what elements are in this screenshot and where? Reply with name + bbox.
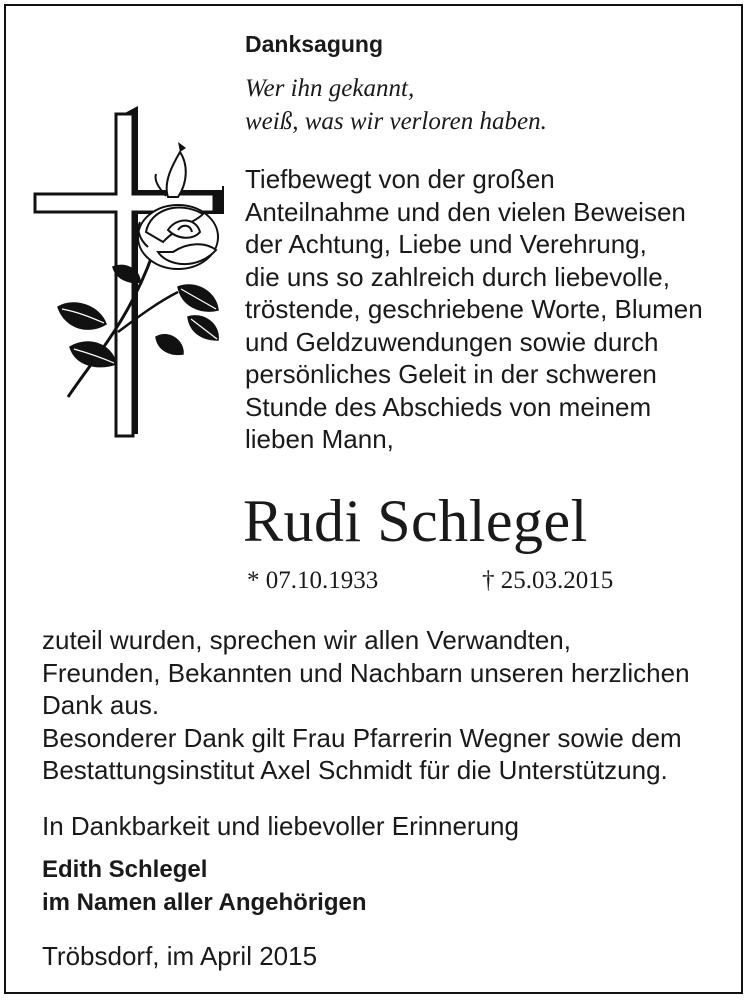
death-date: † 25.03.2015: [482, 567, 614, 594]
heading: Danksagung: [245, 31, 384, 57]
thanks-line: Dank aus.: [42, 690, 160, 720]
birth-date: * 07.10.1933: [247, 567, 379, 594]
intro-line: der Achtung, Liebe und Verehrung,: [245, 229, 647, 259]
thanks-line: Bestattungsinstitut Axel Schmidt für die Unterstützung.: [42, 755, 668, 785]
intro-line: tröstende, geschriebene Worte, Blumen: [245, 294, 703, 324]
cross-with-rose-icon: [28, 102, 228, 442]
intro-paragraph: [245, 163, 703, 456]
thanks-line: Besonderer Dank gilt Frau Pfarrerin Wegner sowie dem: [42, 722, 682, 753]
intro-line: und Geldzuwendungen sowie durch: [245, 326, 659, 357]
deceased-name: Rudi Schlegel: [243, 488, 588, 554]
intro-line: Tiefbewegt von der großen: [245, 164, 555, 194]
signers: [42, 853, 367, 919]
closing-line: In Dankbarkeit und liebevoller Erinnerung: [42, 811, 519, 841]
intro-line: lieben Mann,: [245, 424, 394, 454]
intro-line: Anteilnahme und den vielen Beweisen: [245, 196, 686, 227]
intro-line: Stunde des Abschieds von meinem: [245, 391, 652, 422]
motto-line: Wer ihn gekannt,: [245, 75, 415, 102]
intro-line: die uns so zahlreich durch liebevolle,: [245, 261, 670, 292]
intro-line: persönliches Geleit in der schweren: [245, 359, 657, 389]
signer-name: Edith Schlegel: [42, 856, 208, 883]
motto: [245, 72, 547, 138]
place-date: Tröbsdorf, im April 2015: [42, 941, 318, 971]
motto-line: weiß, was wir verloren haben.: [245, 108, 547, 135]
thanks-paragraph: [42, 624, 690, 787]
signer-note: im Namen aller Angehörigen: [42, 889, 367, 916]
thanks-line: Freunden, Bekannten und Nachbarn unseren herzlichen: [42, 657, 690, 688]
thanks-line: zuteil wurden, sprechen wir allen Verwandten,: [42, 625, 571, 655]
